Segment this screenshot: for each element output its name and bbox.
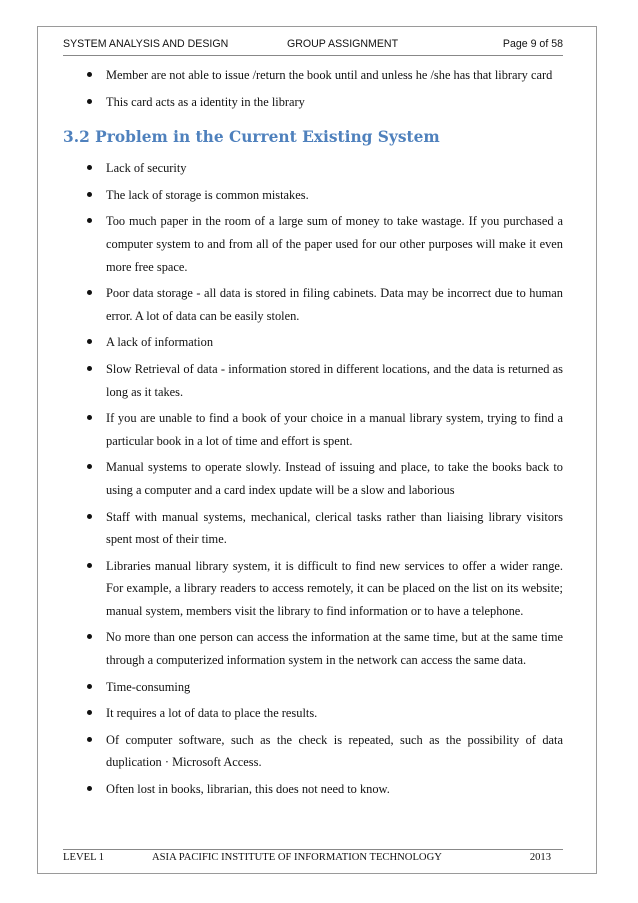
- list-item: [63, 456, 563, 501]
- bullet-icon: [87, 99, 92, 104]
- list-item: [63, 555, 563, 623]
- section-heading: 3.2 Problem in the Current Existing System: [63, 128, 440, 147]
- list-item-text: Staff with manual systems, mechanical, clerical tasks rather than liaising library visitors spent most of their time.: [106, 509, 563, 547]
- list-item: [63, 64, 563, 87]
- bullet-icon: [87, 218, 92, 223]
- list-item: [63, 626, 563, 671]
- bullet-icon: [87, 366, 92, 371]
- list-item: [63, 702, 563, 725]
- bullet-icon: [87, 464, 92, 469]
- bullet-icon: [87, 634, 92, 639]
- footer-year: 2013: [529, 852, 551, 863]
- list-item-text: Slow Retrieval of data - information stored in different locations, and the data is returned as long as it takes.: [106, 361, 563, 399]
- list-item: [63, 157, 563, 180]
- bullet-icon: [87, 737, 92, 742]
- list-item-text: Time-consuming: [106, 679, 191, 694]
- bullet-icon: [87, 72, 92, 77]
- list-item-text: If you are unable to find a book of your choice in a manual library system, trying to find a particular book in a lot of time and effort is spent.: [106, 411, 563, 448]
- list-item-text: Of computer software, such as the check is repeated, such as the possibility of data duplication · Microsoft Access.: [106, 732, 563, 770]
- list-item-text: It requires a lot of data to place the results.: [106, 706, 318, 721]
- list-item-text: No more than one person can access the information at the same time, but at the same time through a computerized information system in the network can access the same data.: [106, 630, 563, 668]
- bullet-icon: [87, 786, 92, 791]
- list-item: [63, 506, 563, 551]
- header-course-title: SYSTEM ANALYSIS AND DESIGN: [63, 38, 229, 50]
- list-item-text: The lack of storage is common mistakes.: [106, 187, 309, 202]
- bullet-icon: [87, 710, 92, 715]
- bullet-icon: [87, 165, 92, 170]
- bullet-icon: [87, 192, 92, 197]
- list-item: [63, 91, 563, 114]
- footer-rule: [63, 849, 563, 850]
- bullet-icon: [87, 415, 92, 420]
- list-item-text: Manual systems to operate slowly. Instead of issuing and place, to take the books back to using a computer and a card index update will be a slow and laborious: [106, 460, 563, 497]
- page-footer: [63, 852, 563, 866]
- page-header: [63, 38, 563, 52]
- page-content: [63, 64, 563, 801]
- list-item-text: Too much paper in the room of a large sum of money to take wastage. If you purchased a computer system to and from all of the paper used for our other purposes will make it even more free space.: [106, 214, 563, 274]
- list-item: [63, 184, 563, 207]
- list-item: [63, 676, 563, 699]
- list-item-text: This card acts as a identity in the library: [106, 94, 305, 109]
- list-item: [63, 407, 563, 452]
- header-assignment-label: GROUP ASSIGNMENT: [287, 38, 399, 50]
- list-item: [63, 210, 563, 278]
- list-item: [63, 729, 563, 774]
- list-item-text: Often lost in books, librarian, this does not need to know.: [106, 782, 390, 797]
- list-item-text: Libraries manual library system, it is difficult to find new services to offer a wider range. For example, a library readers to access remotely, it can be placed on the list on its website; manual system, members visit the library to find information or to have a telephone.: [106, 558, 563, 618]
- list-item: [63, 282, 563, 327]
- list-item-text: Poor data storage - all data is stored in filing cabinets. Data may be incorrect due to human error. A lot of data can be easily stolen.: [106, 286, 563, 323]
- list-item-text: Member are not able to issue /return the book until and unless he /she has that library card: [106, 68, 553, 82]
- bullet-icon: [87, 290, 92, 295]
- list-item: [63, 778, 563, 801]
- list-item-text: Lack of security: [106, 161, 187, 176]
- header-page-number: Page 9 of 58: [502, 38, 563, 50]
- list-item: [63, 358, 563, 403]
- problem-list: [63, 157, 563, 800]
- footer-level: LEVEL 1: [63, 852, 105, 863]
- bullet-icon: [87, 339, 92, 344]
- bullet-icon: [87, 684, 92, 689]
- bullet-icon: [87, 563, 92, 568]
- bullet-icon: [87, 514, 92, 519]
- intro-list: [63, 64, 563, 113]
- list-item: [63, 331, 563, 354]
- list-item-text: A lack of information: [106, 335, 214, 350]
- header-rule: [63, 55, 563, 56]
- footer-institute: ASIA PACIFIC INSTITUTE OF INFORMATION TECHNOLOGY: [152, 852, 442, 863]
